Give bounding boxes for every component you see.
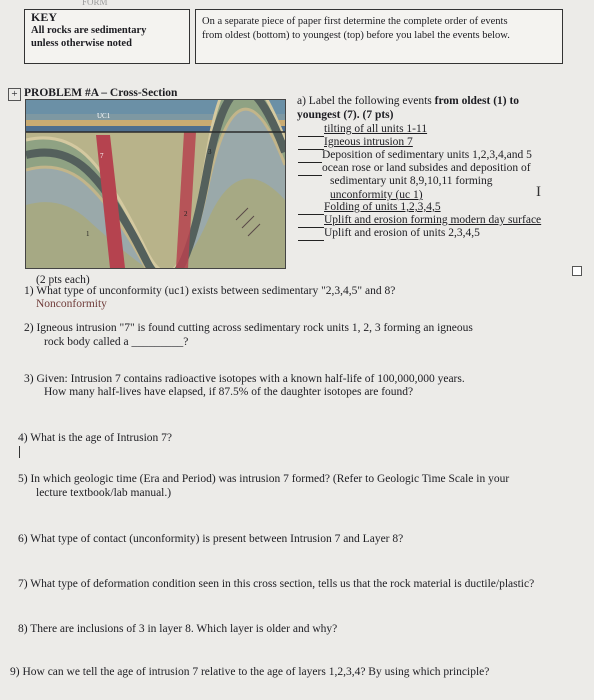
question-6: 6) What type of contact (unconformity) is present between Intrusion 7 and Layer 8? — [18, 533, 404, 545]
event-4: ocean rose or land subsides and deposition of — [322, 162, 531, 174]
text-cursor: I — [536, 184, 541, 200]
question-1: 1) What type of unconformity (uc1) exists between sedimentary "2,3,4,5" and 8? — [24, 285, 396, 297]
question-8: 8) There are inclusions of 3 in layer 8. Which layer is older and why? — [18, 623, 338, 635]
event-blank-6[interactable] — [298, 227, 324, 228]
question-2-line-1: 2) Igneous intrusion "7" is found cutting across sedimentary rock units 1, 2, 3 forming an igneous — [24, 322, 473, 334]
key-title: KEY — [31, 10, 58, 24]
part-a-line-1-prefix: a) Label the following events — [297, 95, 432, 107]
cross-section-svg — [26, 100, 285, 268]
text-caret — [19, 446, 20, 458]
instruction-line-2: from oldest (bottom) to youngest (top) before you label the events below. — [202, 30, 510, 41]
event-blank-5[interactable] — [298, 214, 324, 215]
instruction-line-1: On a separate piece of paper first determine the complete order of events — [202, 16, 508, 27]
key-line-1: All rocks are sedimentary — [31, 25, 147, 36]
plus-box[interactable]: + — [8, 88, 21, 101]
event-blank-3[interactable] — [298, 162, 322, 163]
event-4-cont: sedimentary unit 8,9,10,11 forming — [330, 175, 493, 187]
event-2: Igneous intrusion 7 — [324, 136, 413, 148]
question-3-line-2: How many half-lives have elapsed, if 87.5% of the daughter isotopes are found? — [44, 386, 414, 398]
question-4: 4) What is the age of Intrusion 7? — [18, 432, 173, 444]
event-blank-4[interactable] — [298, 175, 322, 176]
cross-section-diagram — [25, 99, 286, 269]
answer-1: Nonconformity — [36, 298, 107, 310]
instruction-box — [195, 9, 563, 64]
event-6 — [324, 214, 541, 227]
points-note: (2 pts each) — [36, 274, 90, 286]
question-9: 9) How can we tell the age of intrusion 7 relative to the age of layers 1,2,3,4? By using which principle? — [10, 666, 490, 678]
diagram-label-uc1: UC1 — [97, 112, 111, 120]
event-4-cont-2: unconformity (uc 1) — [330, 189, 423, 201]
key-line-2: unless otherwise noted — [31, 38, 132, 49]
event-blank-2[interactable] — [298, 149, 324, 150]
diagram-label-1: 1 — [86, 230, 90, 238]
event-blank-1[interactable] — [298, 136, 324, 137]
diagram-label-7: 7 — [100, 152, 104, 160]
event-7: Uplift and erosion of units 2,3,4,5 — [324, 227, 480, 239]
event-5: Folding of units 1,2,3,4,5 — [324, 201, 441, 213]
event-1: tilting of all units 1-11 — [324, 123, 428, 135]
key-box — [24, 9, 190, 64]
question-5-line-2: lecture textbook/lab manual.) — [36, 487, 172, 499]
question-7: 7) What type of deformation condition seen in this cross section, tells us that the rock material is ductile/plastic? — [18, 578, 535, 590]
question-5-line-1: 5) In which geologic time (Era and Period) was intrusion 7 formed? (Refer to Geologic Time Scale in your — [18, 473, 510, 485]
part-a-line-2: youngest (7). (7 pts) — [297, 109, 394, 121]
diagram-label-3: 3 — [208, 148, 212, 156]
faded-form-label: FORM — [82, 0, 108, 7]
problem-title: PROBLEM #A – Cross-Section — [24, 87, 178, 99]
question-2-line-2: rock body called a _________? — [44, 336, 189, 348]
diagram-label-2: 2 — [184, 210, 188, 218]
checkbox[interactable] — [572, 266, 582, 276]
event-3: Deposition of sedimentary units 1,2,3,4,and 5 — [322, 149, 532, 161]
event-6-text: Uplift and erosion forming modern day surface — [324, 214, 542, 226]
part-a-line-1-bold: from oldest (1) to — [434, 95, 520, 107]
event-blank-7[interactable] — [298, 240, 324, 241]
part-a-line-1 — [297, 95, 519, 108]
question-3-line-1: 3) Given: Intrusion 7 contains radioactive isotopes with a known half-life of 100,000,000 years. — [24, 373, 465, 385]
